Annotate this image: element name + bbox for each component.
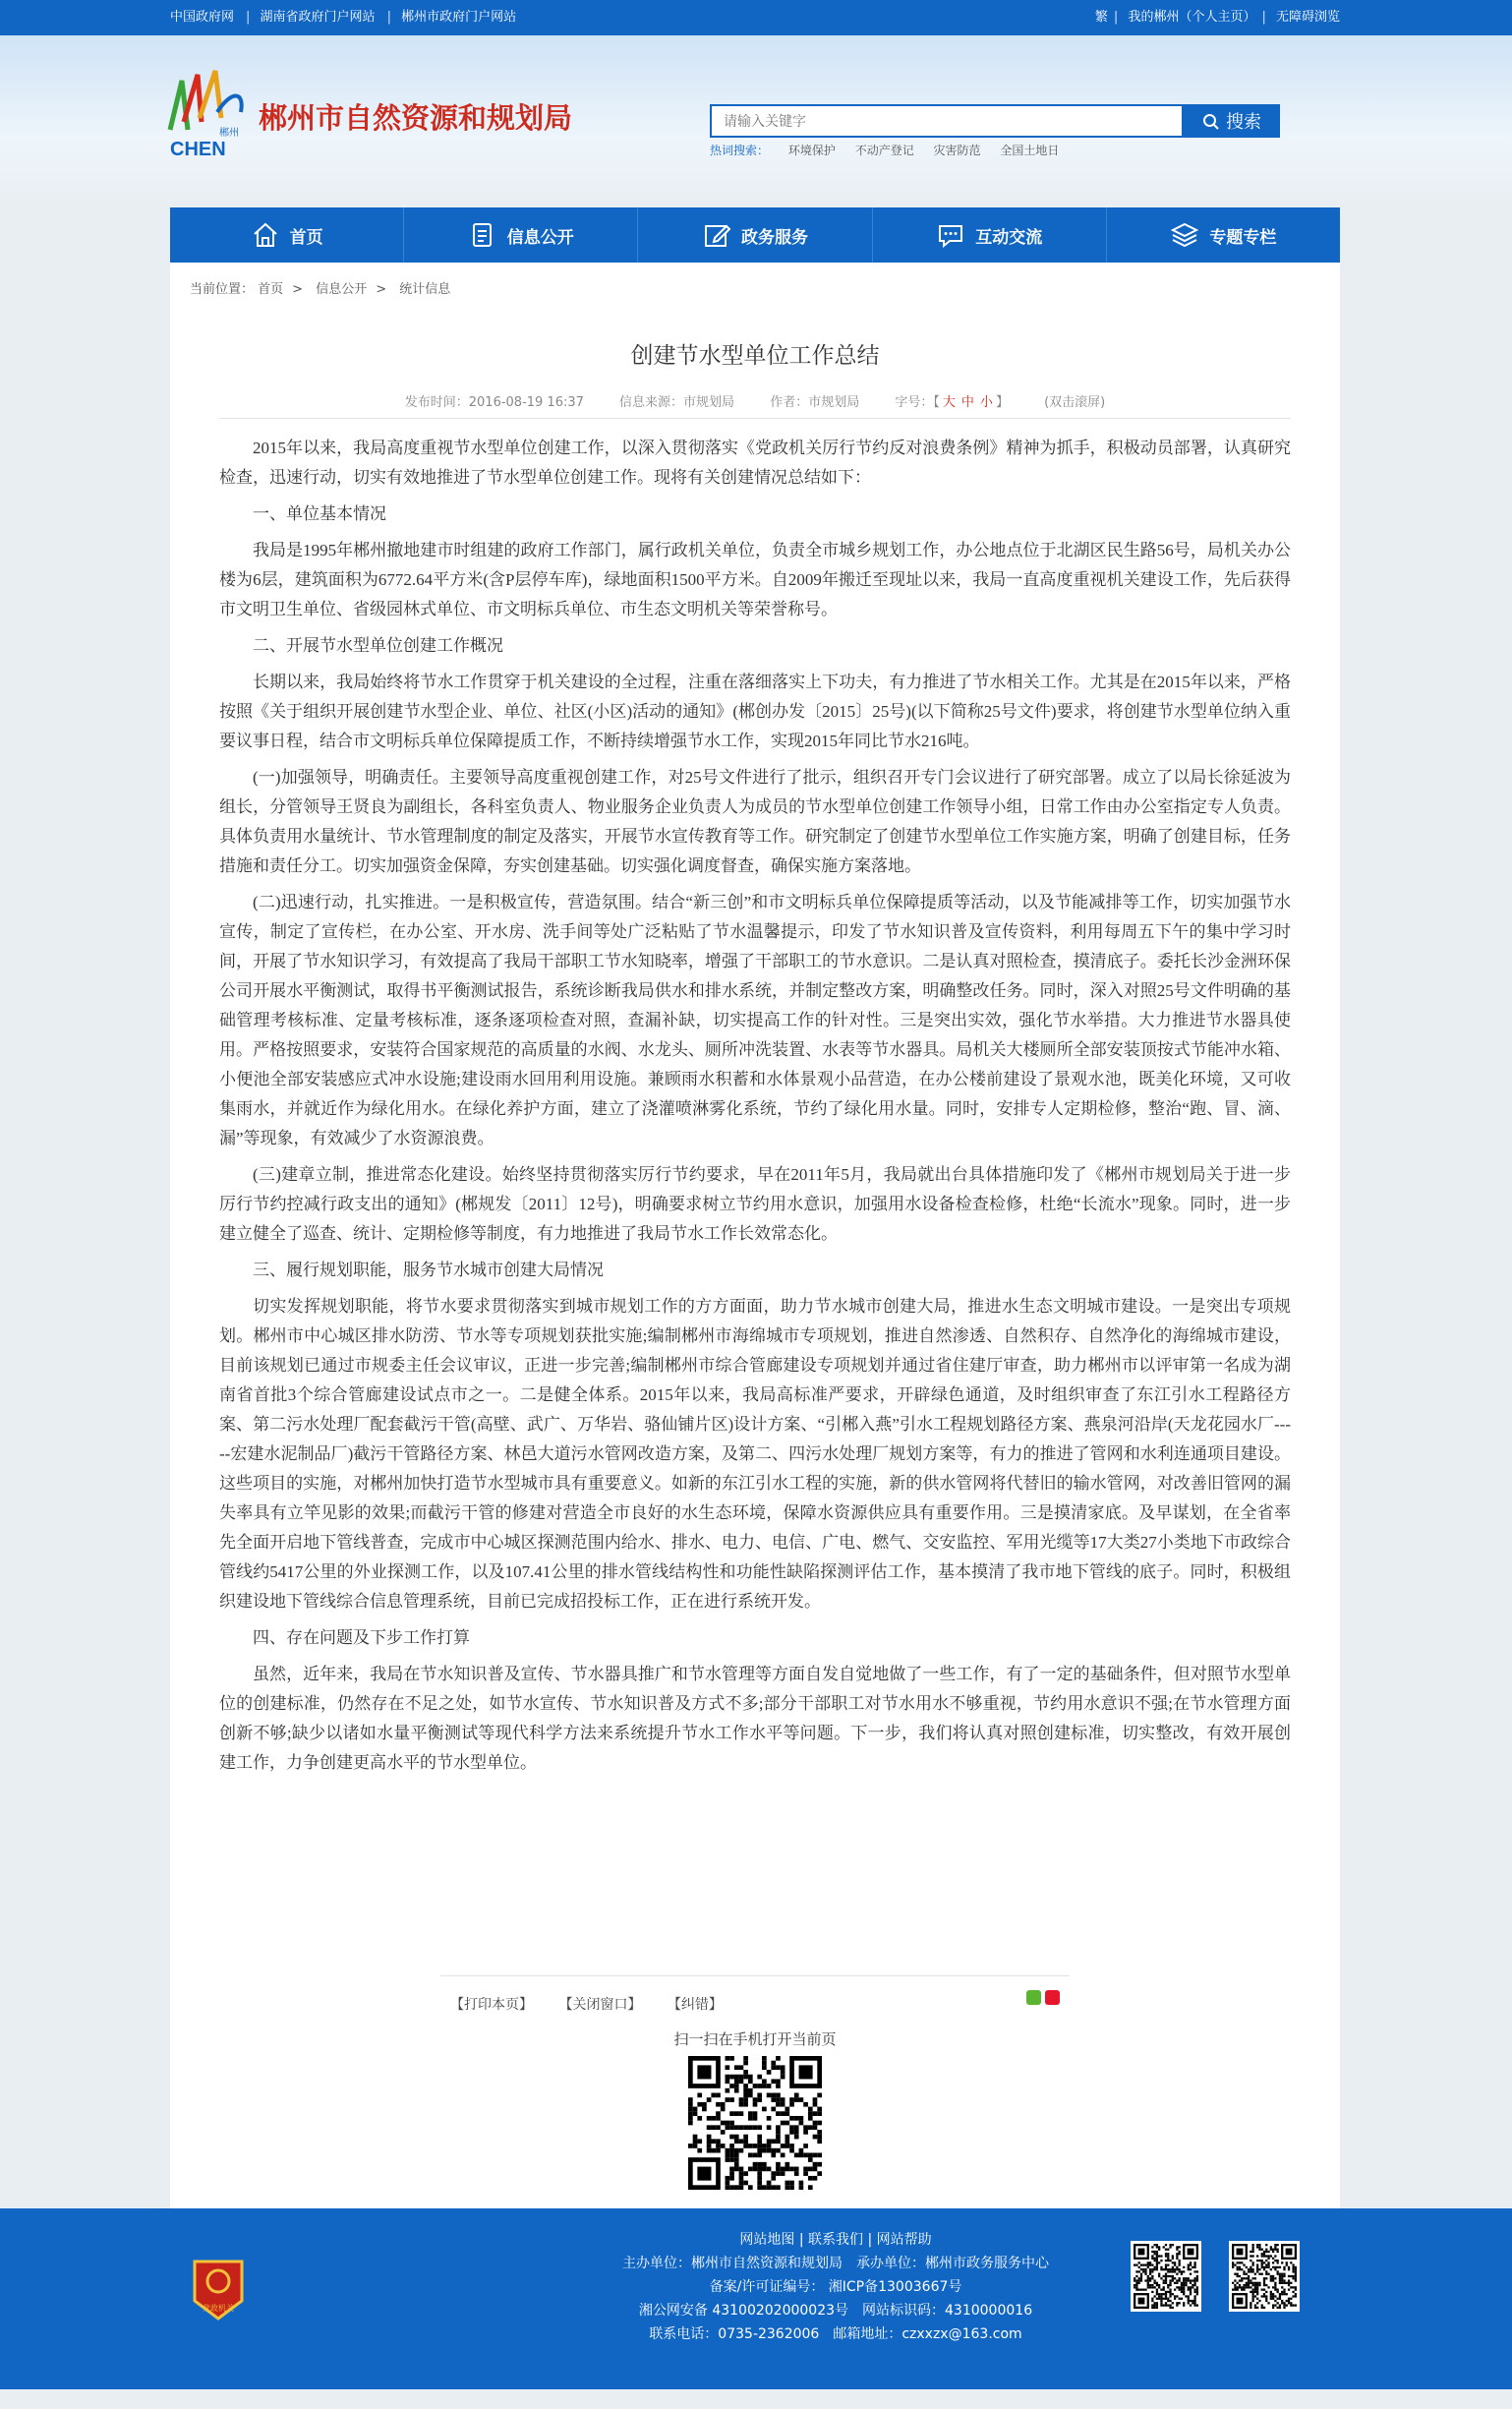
paragraph: 虽然，近年来，我局在节水知识普及宣传、节水器具推广和节水管理等方面自发自觉地做了一些工作，有了一定的基础条件，但对照节水型单位的创建标准，仍然存在不足之处，如节水宣传、节水知识普及方式不多;部分干部职工对节水用水不够重视，节约用水意识不强;在节水管理方面创新不够;缺少以诸如水量平衡测试等现代科学方法来系统提升节水工作水平等问题。下一步，我们将认真对照创建标准，切实整改，有效开展创建工作，力争创建更高水平的节水型单位。	[219, 1665, 1291, 1772]
footer-contact: 联系电话：0735-2362006 邮箱地址：czxxzx@163.com	[649, 2326, 1022, 2342]
breadcrumb-item[interactable]: 信息公开	[316, 282, 368, 297]
hot-word[interactable]: 环境保护	[787, 144, 836, 157]
link-gov-chenzhou[interactable]: 郴州市政府门户网站	[401, 10, 517, 25]
top-bar	[0, 0, 1512, 35]
footer-icp[interactable]: 备案/许可证编号： 湘ICP备13003667号	[709, 2279, 962, 2295]
hot-words	[710, 142, 1075, 158]
font-size-large[interactable]: 大	[942, 395, 956, 410]
footer-link-sitemap[interactable]: 网站地图	[739, 2232, 795, 2248]
footer-links: 网站地图 | 联系我们 | 网站帮助	[739, 2232, 932, 2248]
hot-word[interactable]: 灾害防范	[933, 144, 981, 157]
info-source: 信息来源：市规划局	[619, 395, 735, 410]
paragraph: (三)建章立制，推进常态化建设。始终坚持贯彻落实厉行节约要求，早在2011年5月，我局就出台具体措施印发了《郴州市规划局关于进一步厉行节约控减行政支出的通知》(郴规发〔2011〕12号)，明确要求树立节约用水意识，加强用水设备检查检修，杜绝“长流水”现象。同时，进一步建立健全了巡查、统计、定期检修等制度，有力地推进了我局节水工作长效常态化。	[219, 1165, 1291, 1243]
nav-label: 互动交流	[975, 227, 1043, 248]
logo-chen-text: CHEN	[170, 139, 226, 159]
search-icon	[1202, 113, 1220, 131]
link-gov-hunan[interactable]: 湖南省政府门户网站	[260, 10, 376, 25]
paragraph: 我局是1995年郴州撤地建市时组建的政府工作部门，属行政机关单位，负责全市城乡规划工作，办公地点位于北湖区民生路56号，局机关办公楼为6层，建筑面积为6772.64平方米(含P层停车库)，绿地面积1500平方米。自2009年搬迁至现址以来，我局一直高度重视机关建设工作，先后获得市文明卫生单位、省级园林式单位、市文明标兵单位、市生态文明机关等荣誉称号。	[219, 541, 1291, 618]
article-meta	[170, 391, 1340, 410]
search-input[interactable]	[710, 104, 1184, 138]
breadcrumb-item[interactable]: 统计信息	[399, 282, 451, 297]
report-error-button[interactable]: 【纠错】	[667, 1997, 723, 2013]
footer-police[interactable]: 湘公网安备 43100202000023号 网站标识码：4310000016	[638, 2303, 1033, 2319]
top-left-links: 中国政府网 | 湖南省政府门户网站 | 郴州市政府门户网站	[170, 10, 517, 25]
logo-small-text: 郴州	[219, 128, 239, 139]
nav-info-public[interactable]	[404, 207, 638, 263]
article-author: 作者：市规划局	[770, 395, 860, 410]
paragraph: 2015年以来，我局高度重视节水型单位创建工作，以深入贯彻落实《党政机关厉行节约反对浪费条例》精神为抓手，积极动员部署，认真研究检查，迅速行动，切实有效地推进了节水型单位创建工作。现将有关创建情况总结如下：	[219, 439, 1291, 487]
nav-label: 信息公开	[506, 227, 574, 248]
home-icon	[251, 220, 280, 250]
edit-icon	[702, 220, 731, 250]
wechat-share-icon[interactable]	[1026, 1990, 1041, 2005]
hot-words-label: 热词搜索：	[710, 144, 770, 157]
close-window-button[interactable]: 【关闭窗口】	[558, 1997, 642, 2013]
layers-icon	[1170, 220, 1199, 250]
footer-qr-code	[1131, 2241, 1201, 2312]
nav-gov-service[interactable]	[638, 207, 872, 263]
dblclick-scroll[interactable]: (双击滚屏)	[1044, 395, 1106, 410]
link-gov-china[interactable]: 中国政府网	[170, 10, 235, 25]
share-buttons	[1026, 1990, 1060, 2005]
site-footer	[0, 2208, 1512, 2389]
section-heading: 三、履行规划职能，服务节水城市创建大局情况	[253, 1261, 604, 1279]
hot-word[interactable]: 全国土地日	[1000, 144, 1060, 157]
nav-label: 首页	[289, 227, 323, 248]
weibo-share-icon[interactable]	[1045, 1990, 1060, 2005]
link-my-homepage[interactable]: 我的郴州（个人主页）	[1128, 10, 1256, 25]
footer-link-help[interactable]: 网站帮助	[876, 2232, 932, 2248]
article-title: 创建节水型单位工作总结	[630, 343, 880, 369]
search-button-label: 搜索	[1226, 112, 1261, 132]
logo-mark-icon	[162, 61, 249, 159]
party-gov-badge-icon[interactable]	[191, 2258, 246, 2322]
page-qr-code	[688, 2056, 822, 2190]
search-box	[710, 104, 1280, 138]
font-size-label: 字号：	[895, 395, 934, 410]
font-size-small[interactable]: 小	[979, 395, 993, 410]
breadcrumb: 当前位置： 首页 > 信息公开 > 统计信息	[190, 282, 451, 297]
paragraph: (二)迅速行动，扎实推进。一是积极宣传，营造氛围。结合“新三创”和市文明标兵单位保障提质等活动，以及节能减排等工作，切实加强节水宣传，制定了宣传栏，在办公室、开水房、洗手间等处广泛粘贴了节水温馨提示，印发了节水知识普及宣传资料，利用每周五下午的集中学习时间，开展了节水知识学习，有效提高了我局干部职工节水知晓率，增强了干部职工的节水意识。二是认真对照检查，摸清底子。委托长沙金洲环保公司开展水平衡测试，取得书平衡测试报告，系统诊断我局供水和排水系统，并制定整改方案，明确整改任务。同时，深入对照25号文件明确的基础管理考核标准、定量考核标准，逐条逐项检查对照，查漏补缺，切实提高工作的针对性。三是突出实效，强化节水举措。大力推进节水器具使用。严格按照要求，安装符合国家规范的高质量的水阀、水龙头、厕所冲洗装置、水表等节水器具。局机关大楼厕所全部安装顶按式节能冲水箱、小便池全部安装感应式冲水设施;建设雨水回用利用设施。兼顾雨水积蓄和水体景观小品营造，在办公楼前建设了景观水池，既美化环境，又可收集雨水，并就近作为绿化用水。在绿化养护方面，建立了浇灌喷淋雾化系统，节约了绿化用水量。同时，安排专人定期检修，整治“跑、冒、滴、漏”等现象，有效减少了水资源浪费。	[219, 893, 1291, 1147]
paragraph: 切实发挥规划职能，将节水要求贯彻落实到城市规划工作的方方面面，助力节水城市创建大局，推进水生态文明城市建设。一是突出专项规划。郴州市中心城区排水防涝、节水等专项规划获批实施;编制郴州市海绵城市专项规划，推进自然渗透、自然积存、自然净化的海绵城市建设，目前该规划已通过市规委主任会议审议，正进一步完善;编制郴州市综合管廊建设专项规划并通过省住建厅审查，助力郴州市以评审第一名成为湖南省首批3个综合管廊建设试点市之一。二是健全体系。2015年以来，我局高标准严要求，开辟绿色通道，及时组织审查了东江引水工程路径方案、第二污水处理厂配套截污干管(高壁、武广、万华岩、骆仙铺片区)设计方案、“引郴入燕”引水工程规划路径方案、燕泉河沿岸(天龙花园水厂-----宏建水泥制品厂)截污干管路径方案、林邑大道污水管网改造方案，及第二、四污水处理厂规划方案等，有力的推进了管网和水利连通项目建设。这些项目的实施，对郴州加快打造节水型城市具有重要意义。如新的东江引水工程的实施，新的供水管网将代替旧的输水管网，对改善旧管网的漏失率具有立竿见影的效果;而截污干管的修建对营造全市良好的水生态环境，保障水资源供应具有重要作用。三是摸清家底。及早谋划，在全省率先全面开启地下管线普查，完成市中心城区探测范围内给水、排水、电力、电信、广电、燃气、交安监控、军用光缆等17大类27小类地下市政综合管线约5417公里的外业探测工作，以及107.41公里的排水管线结构性和功能性缺陷探测评估工作，基本摸清了我市地下管线的底子。同时，积极组织建设地下管线综合信息管理系统，目前已完成招投标工作，正在进行系统开发。	[219, 1297, 1291, 1611]
site-logo[interactable]	[162, 61, 595, 169]
paragraph: 长期以来，我局始终将节水工作贯穿于机关建设的全过程，注重在落细落实上下功夫，有力推进了节水相关工作。尤其是在2015年以来，严格按照《关于组织开展创建节水型企业、单位、社区(小区)活动的通知》(郴创办发〔2015〕25号)(以下简称25号文件)要求，将创建节水型单位纳入重要议事日程，结合市文明标兵单位保障提质工作，不断持续增强节水工作，实现2015年同比节水216吨。	[219, 673, 1291, 750]
chat-icon	[936, 220, 965, 250]
main-content	[170, 263, 1340, 2208]
font-size-medium[interactable]: 中	[960, 395, 974, 410]
nav-label: 专题专栏	[1209, 227, 1277, 248]
breadcrumb-item[interactable]: 首页	[258, 282, 284, 297]
font-size-control: 字号：【 大 中 小 】	[895, 395, 1009, 410]
hot-word[interactable]: 不动产登记	[854, 144, 914, 157]
section-heading: 二、开展节水型单位创建工作概况	[253, 636, 503, 655]
article-body	[219, 434, 1291, 1785]
nav-label: 政务服务	[741, 227, 808, 248]
link-accessibility[interactable]: 无障碍浏览	[1275, 10, 1340, 25]
link-traditional[interactable]: 繁	[1094, 10, 1108, 25]
document-icon	[468, 220, 497, 250]
publish-time: 发布时间：2016-08-19 16:37	[404, 395, 584, 410]
footer-qr-code	[1229, 2241, 1300, 2312]
nav-home[interactable]	[170, 207, 404, 263]
print-button[interactable]: 【打印本页】	[450, 1997, 533, 2013]
nav-special[interactable]	[1107, 207, 1340, 263]
article-tools	[440, 1975, 1070, 2025]
scan-text: 扫一扫在手机打开当前页	[673, 2030, 837, 2048]
search-button[interactable]	[1184, 104, 1280, 138]
footer-sponsor: 主办单位：郴州市自然资源和规划局 承办单位：郴州市政务服务中心	[622, 2256, 1049, 2271]
breadcrumb-label: 当前位置：	[190, 282, 255, 297]
divider	[219, 418, 1291, 419]
main-nav	[170, 207, 1340, 263]
top-right-links: 繁 | 我的郴州（个人主页） | 无障碍浏览	[1094, 10, 1340, 25]
nav-interaction[interactable]	[873, 207, 1107, 263]
section-heading: 一、单位基本情况	[253, 504, 386, 523]
badge-label: 党政机关	[203, 2304, 234, 2313]
paragraph: (一)加强领导，明确责任。主要领导高度重视创建工作，对25号文件进行了批示，组织召开专门会议进行了研究部署。成立了以局长徐延波为组长，分管领导王贤良为副组长，各科室负责人、物业服务企业负责人为成员的节水型单位创建工作领导小组，日常工作由办公室指定专人负责。具体负责用水量统计、节水管理制度的制定及落实，开展节水宣传教育等工作。研究制定了创建节水型单位工作实施方案，明确了创建目标，任务措施和责任分工。切实加强资金保障，夯实创建基础。切实强化调度督查，确保实施方案落地。	[219, 768, 1291, 875]
site-title: 郴州市自然资源和规划局	[259, 101, 573, 135]
section-heading: 四、存在问题及下步工作打算	[253, 1628, 470, 1647]
footer-link-contact[interactable]: 联系我们	[808, 2232, 863, 2248]
